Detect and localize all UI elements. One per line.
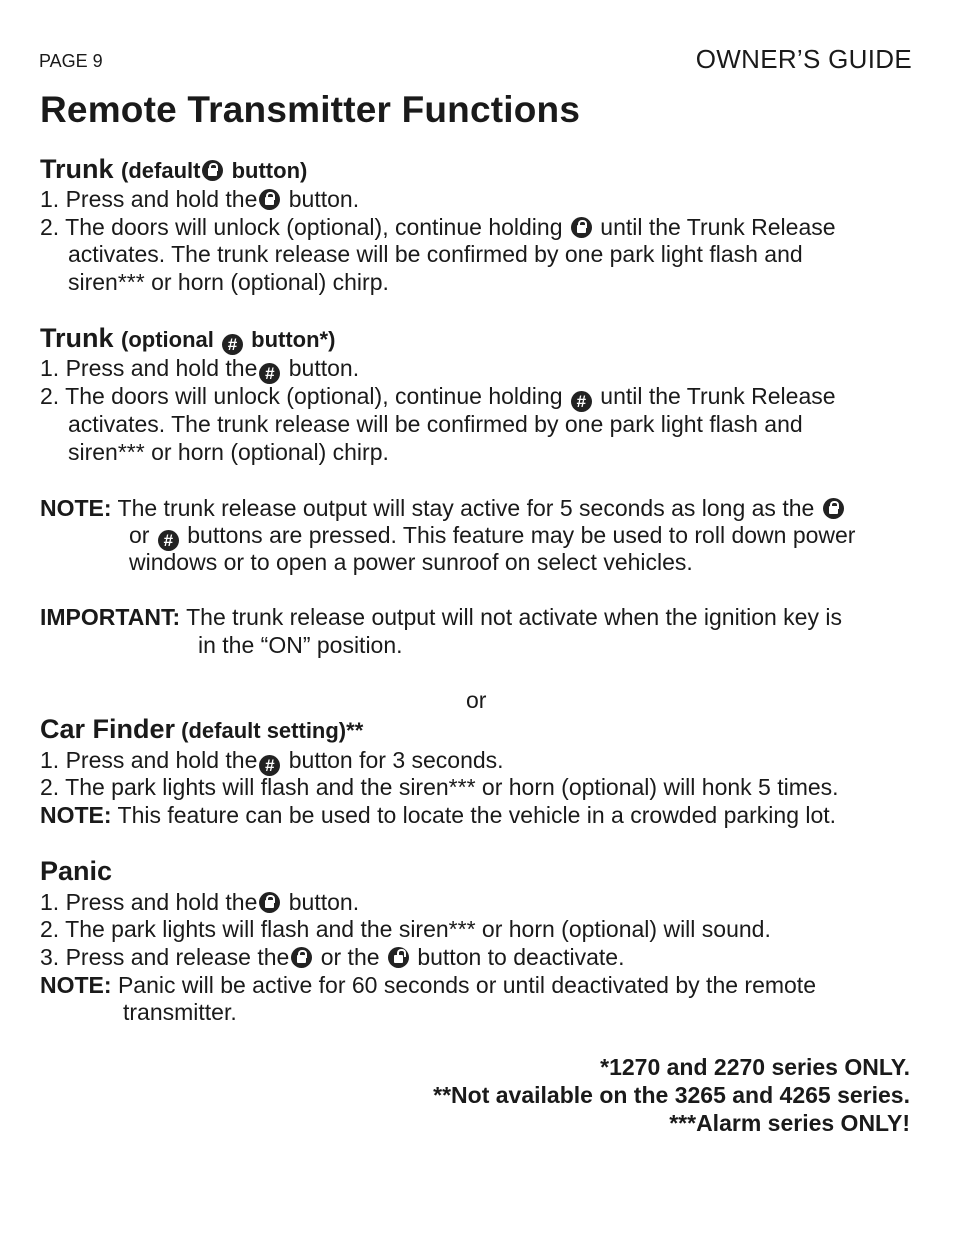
guide-title: OWNER’S GUIDE [695,44,912,74]
car-finder-note [40,801,836,829]
important-label: IMPORTANT: [40,604,181,630]
trunk-default-heading-sub [121,158,307,183]
page-number: PAGE 9 [39,51,103,71]
footnote-1: *1270 and 2270 series ONLY. [600,1054,910,1080]
trunk-optional-heading [40,322,335,356]
aux-hash-icon: # [222,334,243,355]
step-text: 2. The doors will unlock (optional), continue holding [40,383,563,409]
panic-note [40,971,816,999]
trunk-default-sub-post: button) [225,158,308,183]
car-finder-heading-label: Car Finder [40,714,176,744]
step-text: 3. Press and release the [40,944,290,970]
important-note [40,603,842,631]
trunk-optional-heading-sub [121,327,335,352]
footnote-2: **Not available on the 3265 and 4265 series. [433,1082,910,1108]
trunk-optional-step-2-line-3: siren*** or horn (optional) chirp. [68,439,389,465]
unlock-icon [202,160,223,181]
note-text: This feature can be used to locate the vehicle in a crowded parking lot. [111,802,837,828]
trunk-optional-step-1 [40,354,359,384]
trunk-optional-sub-pre: (optional [121,327,221,352]
car-finder-heading [40,713,363,747]
step-text: 1. Press and hold the [40,889,258,915]
important-note-line-2: in the “ON” position. [198,632,403,658]
step-text: button. [282,889,360,915]
trunk-default-step-2-line-3: siren*** or horn (optional) chirp. [68,269,389,295]
note-label: NOTE: [40,802,112,828]
trunk-default-heading-label: Trunk [40,154,114,184]
note-trunk-output [40,494,846,522]
trunk-default-heading [40,153,307,187]
trunk-optional-heading-label: Trunk [40,323,114,353]
step-text: button. [282,186,360,212]
important-text: The trunk release output will not activate when the ignition key is [180,604,842,630]
panic-heading: Panic [40,856,113,886]
note-trunk-output-line-3: windows or to open a power sunroof on select vehicles. [129,549,693,575]
unlock-icon [259,189,280,210]
trunk-optional-step-2-line-2: activates. The trunk release will be confirmed by one park light flash and [68,411,803,437]
trunk-default-sub-pre: (default [121,158,201,183]
unlock-icon [388,947,409,968]
car-finder-step-2: 2. The park lights will flash and the siren*** or horn (optional) will honk 5 times. [40,774,839,800]
aux-hash-icon: # [259,755,280,776]
note-text: Panic will be active for 60 seconds or until deactivated by the remote [111,972,816,998]
lock-icon [291,947,312,968]
step-text: 1. Press and hold the [40,355,258,381]
panic-step-3 [40,943,624,971]
step-text: 1. Press and hold the [40,186,258,212]
step-text: until the Trunk Release [593,214,836,240]
step-text: until the Trunk Release [593,383,836,409]
car-finder-heading-sub: (default setting)** [175,718,364,743]
unlock-icon [823,498,844,519]
lock-icon [259,892,280,913]
car-finder-step-1 [40,746,504,776]
note-text: or [129,522,150,548]
trunk-optional-sub-post: button*) [245,327,336,352]
aux-hash-icon: # [259,363,280,384]
trunk-default-step-2-line-2: activates. The trunk release will be confirmed by one park light flash and [68,241,803,267]
step-text: 1. Press and hold the [40,747,258,773]
or-separator: or [466,687,487,713]
panic-note-line-2: transmitter. [123,999,237,1025]
aux-hash-icon: # [158,530,179,551]
note-trunk-output-line-2 [129,521,855,551]
note-text: The trunk release output will stay active for 5 seconds as long as the [111,495,815,521]
step-text: or the [314,944,380,970]
step-text: button to deactivate. [410,944,625,970]
aux-hash-icon: # [571,391,592,412]
note-text: buttons are pressed. This feature may be used to roll down power [180,522,856,548]
step-text: button. [282,355,360,381]
page-title: Remote Transmitter Functions [40,89,581,130]
trunk-default-step-2 [40,213,836,241]
trunk-optional-step-2 [40,382,836,412]
unlock-icon [571,217,592,238]
note-label: NOTE: [40,972,112,998]
panic-step-2: 2. The park lights will flash and the siren*** or horn (optional) will sound. [40,916,771,942]
step-text: button for 3 seconds. [282,747,504,773]
note-label: NOTE: [40,495,112,521]
footnote-3: ***Alarm series ONLY! [669,1110,910,1136]
step-text: 2. The doors will unlock (optional), continue holding [40,214,563,240]
panic-step-1 [40,888,359,916]
trunk-default-step-1 [40,185,359,213]
